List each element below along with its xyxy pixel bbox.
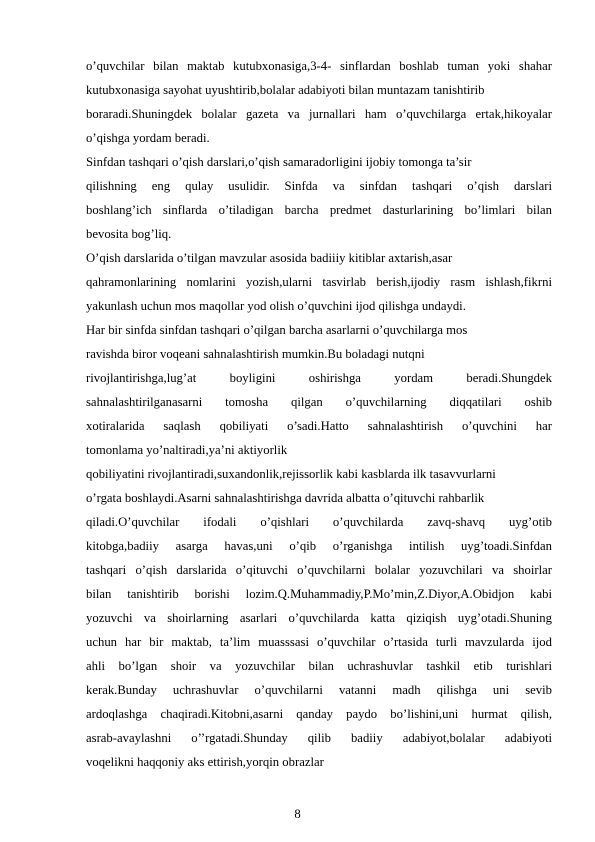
text-line: Sinfdan tashqari o’qish darslari,o’qish samaradorligini ijobiy tomonga ta’sir (86, 155, 472, 169)
text-line: sahnalashtirilganasarni tomosha qilgan o’quvchilarning diqqatilari oshib (86, 395, 552, 409)
text-line: ardoqlashga chaqiradi.Kitobni,asarni qanday paydo bo’lishini,uni hurmat qilish, (86, 707, 552, 721)
text-line: o’quvchilar bilan maktab kutubxonasiga,3-4- sinflardan boshlab tuman yoki shahar (86, 59, 552, 73)
text-line: tomonlama yo’naltiradi,ya’ni aktiyorlik (86, 443, 288, 457)
text-line: asrab-avaylashni o’’rgatadi.Shunday qilib badiiy adabiyot,bolalar adabiyoti (86, 731, 552, 745)
text-line: boraradi.Shuningdek bolalar gazeta va jurnallari ham o’quvchilarga ertak,hikoyalar (86, 107, 552, 121)
text-line: tashqari o’qish darslarida o’qituvchi o’quvchilarni bolalar yozuvchilari va shoirlar (86, 563, 552, 577)
text-line: qiladi.O’quvchilar ifodali o’qishlari o’quvchilarda zavq-shavq uyg’otib (86, 515, 552, 529)
text-line: yozuvchi va shoirlarning asarlari o’quvchilarda katta qiziqish uyg’otadi.Shuning (86, 611, 552, 625)
text-line: qobiliyatini rivojlantiradi,suxandonlik,rejissorlik kabi kasblarda ilk tasavvurlarni (86, 467, 496, 481)
text-line: o’rgata boshlaydi.Asarni sahnalashtirishga davrida albatta o’qituvchi rahbarlik (86, 491, 485, 505)
text-line: kitobga,badiiy asarga havas,uni o’qib o’rganishga intilish uyg’toadi.Sinfdan (86, 539, 552, 553)
text-line: ahli bo’lgan shoir va yozuvchilar bilan uchrashuvlar tashkil etib turishlari (86, 659, 552, 673)
text-line: voqelikni haqqoniy aks ettirish,yorqin obrazlar (86, 755, 324, 769)
text-line: kutubxonasiga sayohat uyushtirib,bolalar adabiyoti bilan muntazam tanishtirib (86, 83, 485, 97)
text-line: yakunlash uchun mos maqollar yod olish o’quvchini ijod qilishga undaydi. (86, 299, 466, 313)
text-line: O’qish darslarida o’tilgan mavzular asosida badiiiy kitiblar axtarish,asar (86, 251, 453, 265)
body-text (86, 54, 552, 774)
text-line: rivojlantirishga,lug’at boyligini oshirishga yordam beradi.Shungdek (86, 371, 552, 385)
text-line: qilishning eng qulay usulidir. Sinfda va sinfdan tashqari o’qish darslari (86, 179, 552, 193)
text-line: bevosita bog’liq. (86, 227, 172, 241)
text-line: boshlang’ich sinflarda o’tiladigan barcha predmet dasturlarining bo’limlari bilan (86, 203, 552, 217)
text-line: xotiralarida saqlash qobiliyati o’sadi.Hatto sahnalashtirish o’quvchini har (86, 419, 552, 433)
page-number: 8 (294, 807, 301, 821)
text-line: o’qishga yordam beradi. (86, 131, 210, 145)
text-line: Har bir sinfda sinfdan tashqari o’qilgan barcha asarlarni o’quvchilarga mos (86, 323, 468, 337)
text-line: kerak.Bunday uchrashuvlar o’quvchilarni vatanni madh qilishga uni sevib (86, 683, 552, 697)
text-line: bilan tanishtirib borishi lozim.Q.Muhammadiy,P.Mo’min,Z.Diyor,A.Obidjon kabi (86, 587, 552, 601)
text-line: qahramonlarining nomlarini yozish,ularni tasvirlab berish,ijodiy rasm ishlash,fikrni (86, 275, 552, 289)
text-line: uchun har bir maktab, ta’lim muasssasi o’quvchilar o’rtasida turli mavzularda ijod (86, 635, 552, 649)
text-line: ravishda biror voqeani sahnalashtirish mumkin.Bu boladagi nutqni (86, 347, 425, 361)
